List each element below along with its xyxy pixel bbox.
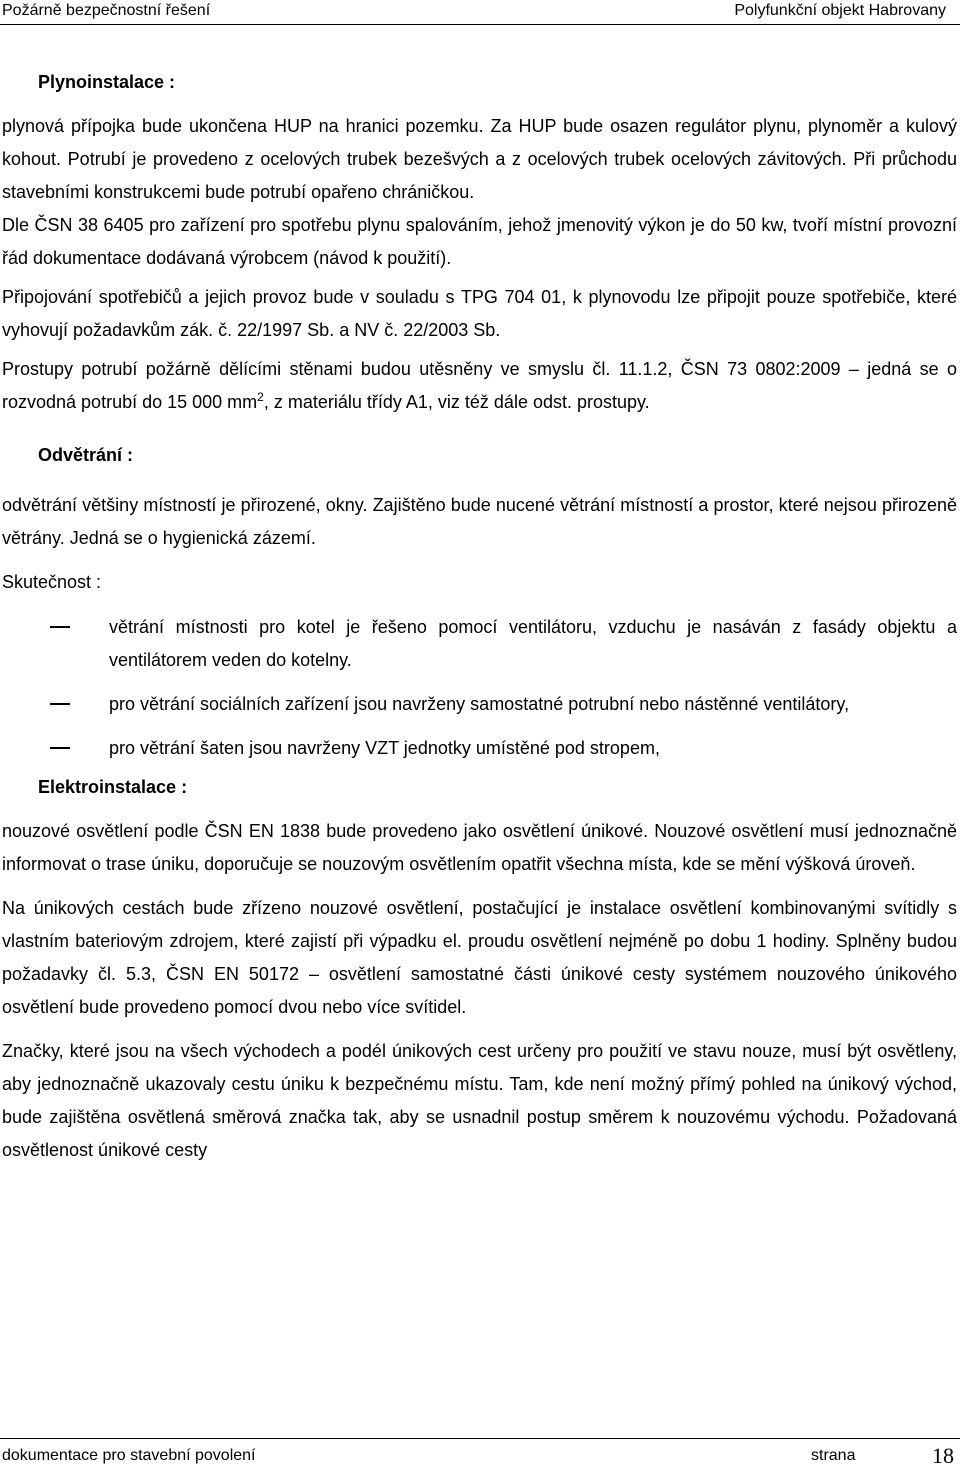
footer-page-label: strana [811,1447,856,1464]
list-item [2,611,957,677]
section-title-plynoinstalace: Plynoinstalace : [38,72,176,92]
list-item-text: pro větrání šaten jsou navrženy VZT jednotky umístěné pod stropem, [109,738,660,758]
page-content [2,66,957,1167]
paragraph: plynová přípojka bude ukončena HUP na hranici pozemku. Za HUP bude osazen regulátor plynu, plynoměr a kulový kohout. Potrubí je provedeno z ocelových trubek bezešvých a z ocelových trubek ocelových závitových. Při průchodu stavebními konstrukcemi bude potrubí opařeno chráničkou. [2,116,957,202]
paragraph-part: Prostupy potrubí požárně dělícími stěnami budou utěsněny ve smyslu čl. 11.1.2, ČSN 73 0802:2009 – jedná se o rozvodná potrubí do 15 000 mm [2,359,957,412]
dash-bullet [50,703,70,705]
page-header [0,0,960,25]
paragraph-part: , z materiálu třídy A1, viz též dále odst. prostupy. [263,392,650,412]
dash-bullet [50,626,70,628]
list-item-text: pro větrání sociálních zařízení jsou navrženy samostatné potrubní nebo nástěnné ventilátory, [109,694,850,714]
footer-page-number: 18 [932,1443,954,1468]
footer-document-type: dokumentace pro stavební povolení [2,1447,256,1464]
section-title-odvetrani: Odvětrání : [38,445,134,465]
paragraph: odvětrání většiny místností je přirozené, okny. Zajištěno bude nucené větrání místností a prostor, které nejsou přirozeně větrány. Jedná se o hygienická zázemí. [2,495,957,548]
ventilation-list [2,611,957,765]
list-item [2,688,957,721]
list-item [2,732,957,765]
paragraph: Připojování spotřebičů a jejich provoz bude v souladu s TPG 704 01, k plynovodu lze připojit pouze spotřebiče, které vyhovují požadavkům zák. č. 22/1997 Sb. a NV č. 22/2003 Sb. [2,287,957,340]
superscript: 2 [257,390,264,404]
dash-bullet [50,747,70,749]
skutecnost-label: Skutečnost : [2,572,102,592]
paragraph: nouzové osvětlení podle ČSN EN 1838 bude provedeno jako osvětlení únikové. Nouzové osvětlení musí jednoznačně informovat o trase úniku, doporučuje se nouzovým osvětlením opatřit všechna místa, kde se mění výšková úroveň. [2,821,957,874]
list-item-text: větrání místnosti pro kotel je řešeno pomocí ventilátoru, vzduchu je nasáván z fasády objektu a ventilátorem veden do kotelny. [109,617,957,670]
paragraph [2,353,957,419]
paragraph: Na únikových cestách bude zřízeno nouzové osvětlení, postačující je instalace osvětlení kombinovanými svítidly s vlastním bateriovým zdrojem, které zajistí při výpadku el. proudu osvětlení nejméně po dobu 1 hodiny. Splněny budou požadavky čl. 5.3, ČSN EN 50172 – osvětlení samostatné části únikové cesty systémem nouzového únikového osvětlení bude provedeno pomocí dvou nebo více svítidel. [2,898,957,1017]
paragraph: Značky, které jsou na všech východech a podél únikových cest určeny pro použití ve stavu nouze, musí být osvětleny, aby jednoznačně ukazovaly cestu úniku k bezpečnému místu. Tam, kde není možný přímý pohled na únikový východ, bude zajištěna osvětlená směrová značka tak, aby se usnadnil postup směrem k nouzovému východu. Požadovaná osvětlenost únikové cesty [2,1041,957,1160]
header-right-title: Polyfunkční objekt Habrovany [734,2,946,19]
paragraph: Dle ČSN 38 6405 pro zařízení pro spotřebu plynu spalováním, jehož jmenovitý výkon je do 50 kw, tvoří místní provozní řád dokumentace dodávaná výrobcem (návod k použití). [2,215,957,268]
section-title-elektroinstalace: Elektroinstalace : [38,777,188,797]
page-footer [0,1438,960,1471]
header-left-title: Požárně bezpečnostní řešení [2,2,211,19]
